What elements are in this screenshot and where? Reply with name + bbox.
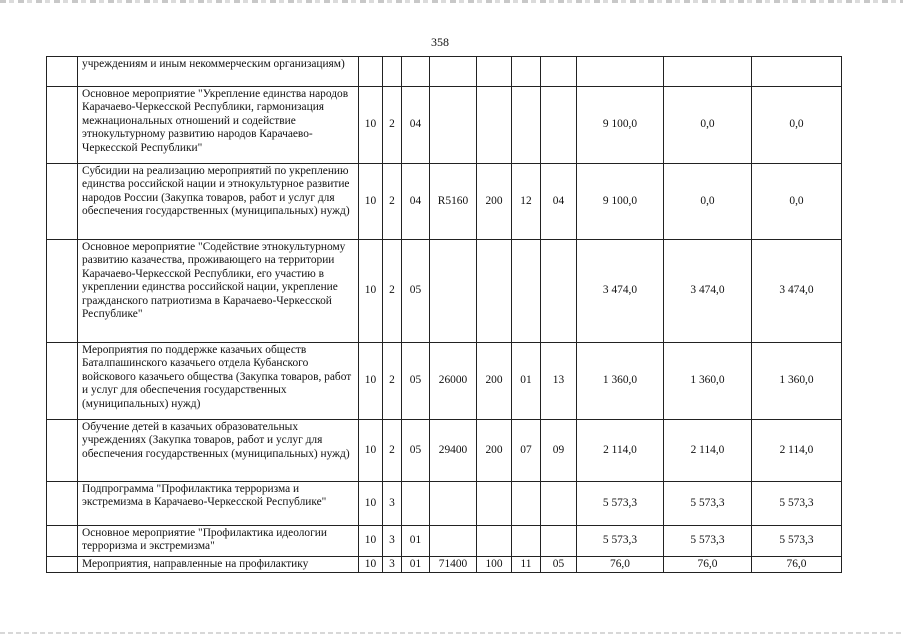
- expense-type-code-cell: [477, 87, 512, 164]
- subsection-code-cell: 2: [383, 164, 402, 240]
- target-code-cell: [430, 526, 477, 557]
- table-row: [47, 420, 842, 482]
- amount-year-1-cell: 1 360,0: [577, 343, 664, 420]
- table-row: [47, 557, 842, 573]
- item-name-cell: Мероприятия по поддержке казачьих обществ Баталпашинского казачьего отдела Кубанского войскового казачьего общества (Закупка товаров, работ и услуг для обеспечения государственных (муниципальных) нужд): [78, 343, 359, 420]
- chapter-code-cell: [512, 526, 541, 557]
- amount-year-3-cell: 5 573,3: [752, 526, 842, 557]
- table-row: [47, 164, 842, 240]
- subchapter-code-cell: 09: [541, 420, 577, 482]
- subchapter-code-cell: [541, 526, 577, 557]
- expense-type-code-cell: 200: [477, 343, 512, 420]
- main-event-code-cell: 01: [402, 526, 430, 557]
- section-code-cell: 10: [359, 164, 383, 240]
- row-number-cell: [47, 420, 78, 482]
- table-row: [47, 526, 842, 557]
- section-code-cell: [359, 57, 383, 87]
- section-code-cell: 10: [359, 557, 383, 573]
- row-number-cell: [47, 164, 78, 240]
- page-number: 358: [431, 35, 449, 49]
- table-row: [47, 343, 842, 420]
- expense-type-code-cell: [477, 526, 512, 557]
- amount-year-3-cell: 1 360,0: [752, 343, 842, 420]
- amount-year-3-cell: 3 474,0: [752, 240, 842, 343]
- item-name-cell: Мероприятия, направленные на профилактику: [78, 557, 359, 573]
- amount-year-2-cell: 0,0: [664, 87, 752, 164]
- subchapter-code-cell: [541, 482, 577, 526]
- amount-year-2-cell: 3 474,0: [664, 240, 752, 343]
- row-number-cell: [47, 526, 78, 557]
- item-name-cell: Подпрограмма "Профилактика терроризма и экстремизма в Карачаево-Черкесской Республике": [78, 482, 359, 526]
- chapter-code-cell: [512, 482, 541, 526]
- subchapter-code-cell: [541, 240, 577, 343]
- item-name-cell: Обучение детей в казачьих образовательных учреждениях (Закупка товаров, работ и услуг для обеспечения государственных (муниципальных) нужд): [78, 420, 359, 482]
- section-code-cell: 10: [359, 482, 383, 526]
- target-code-cell: [430, 87, 477, 164]
- amount-year-3-cell: 76,0: [752, 557, 842, 573]
- chapter-code-cell: 01: [512, 343, 541, 420]
- subsection-code-cell: 2: [383, 240, 402, 343]
- section-code-cell: 10: [359, 87, 383, 164]
- section-code-cell: 10: [359, 343, 383, 420]
- amount-year-1-cell: 5 573,3: [577, 482, 664, 526]
- scan-edge-bottom: [0, 632, 903, 634]
- table-row: [47, 240, 842, 343]
- subchapter-code-cell: 05: [541, 557, 577, 573]
- table-row: [47, 57, 842, 87]
- main-event-code-cell: 05: [402, 420, 430, 482]
- amount-year-3-cell: 2 114,0: [752, 420, 842, 482]
- subchapter-code-cell: [541, 57, 577, 87]
- main-event-code-cell: [402, 482, 430, 526]
- chapter-code-cell: 07: [512, 420, 541, 482]
- chapter-code-cell: 11: [512, 557, 541, 573]
- expense-type-code-cell: [477, 57, 512, 87]
- subsection-code-cell: 3: [383, 526, 402, 557]
- amount-year-1-cell: 3 474,0: [577, 240, 664, 343]
- subsection-code-cell: 2: [383, 343, 402, 420]
- amount-year-2-cell: 2 114,0: [664, 420, 752, 482]
- scan-edge-top: [0, 0, 903, 3]
- item-name-cell: Основное мероприятие "Укрепление единства народов Карачаево-Черкесской Республики, гармонизация межнациональных отношений и содействие этнокультурному развитию народов Карачаево-Черкесской Республики": [78, 87, 359, 164]
- amount-year-1-cell: 2 114,0: [577, 420, 664, 482]
- subsection-code-cell: 3: [383, 557, 402, 573]
- amount-year-3-cell: 5 573,3: [752, 482, 842, 526]
- row-number-cell: [47, 343, 78, 420]
- target-code-cell: 29400: [430, 420, 477, 482]
- expense-type-code-cell: [477, 482, 512, 526]
- target-code-cell: [430, 240, 477, 343]
- amount-year-2-cell: 5 573,3: [664, 482, 752, 526]
- main-event-code-cell: 04: [402, 164, 430, 240]
- section-code-cell: 10: [359, 420, 383, 482]
- main-event-code-cell: 05: [402, 240, 430, 343]
- amount-year-2-cell: 1 360,0: [664, 343, 752, 420]
- amount-year-2-cell: 76,0: [664, 557, 752, 573]
- target-code-cell: [430, 57, 477, 87]
- table-row: [47, 482, 842, 526]
- subsection-code-cell: 2: [383, 87, 402, 164]
- target-code-cell: 71400: [430, 557, 477, 573]
- amount-year-1-cell: 9 100,0: [577, 87, 664, 164]
- item-name-cell: учреждениям и иным некоммерческим организациям): [78, 57, 359, 87]
- row-number-cell: [47, 482, 78, 526]
- subsection-code-cell: 3: [383, 482, 402, 526]
- chapter-code-cell: [512, 87, 541, 164]
- subsection-code-cell: [383, 57, 402, 87]
- target-code-cell: [430, 482, 477, 526]
- target-code-cell: R5160: [430, 164, 477, 240]
- chapter-code-cell: 12: [512, 164, 541, 240]
- item-name-cell: Основное мероприятие "Профилактика идеологии терроризма и экстремизма": [78, 526, 359, 557]
- row-number-cell: [47, 557, 78, 573]
- subchapter-code-cell: 13: [541, 343, 577, 420]
- budget-table: [46, 56, 842, 573]
- amount-year-3-cell: [752, 57, 842, 87]
- amount-year-3-cell: 0,0: [752, 164, 842, 240]
- main-event-code-cell: 05: [402, 343, 430, 420]
- target-code-cell: 26000: [430, 343, 477, 420]
- main-event-code-cell: 01: [402, 557, 430, 573]
- item-name-cell: Основное мероприятие "Содействие этнокультурному развитию казачества, проживающего на территории Карачаево-Черкесской Республики, его участию в укреплении единства российской нации, укрепление гражданского патриотизма в Карачаево-Черкесской Республике": [78, 240, 359, 343]
- row-number-cell: [47, 240, 78, 343]
- amount-year-1-cell: 76,0: [577, 557, 664, 573]
- amount-year-1-cell: 5 573,3: [577, 526, 664, 557]
- chapter-code-cell: [512, 57, 541, 87]
- subsection-code-cell: 2: [383, 420, 402, 482]
- amount-year-2-cell: 5 573,3: [664, 526, 752, 557]
- expense-type-code-cell: 200: [477, 420, 512, 482]
- amount-year-1-cell: 9 100,0: [577, 164, 664, 240]
- expense-type-code-cell: 200: [477, 164, 512, 240]
- amount-year-2-cell: [664, 57, 752, 87]
- row-number-cell: [47, 57, 78, 87]
- main-event-code-cell: [402, 57, 430, 87]
- subchapter-code-cell: 04: [541, 164, 577, 240]
- subchapter-code-cell: [541, 87, 577, 164]
- expense-type-code-cell: [477, 240, 512, 343]
- table-row: [47, 87, 842, 164]
- section-code-cell: 10: [359, 526, 383, 557]
- chapter-code-cell: [512, 240, 541, 343]
- amount-year-3-cell: 0,0: [752, 87, 842, 164]
- section-code-cell: 10: [359, 240, 383, 343]
- expense-type-code-cell: 100: [477, 557, 512, 573]
- main-event-code-cell: 04: [402, 87, 430, 164]
- amount-year-1-cell: [577, 57, 664, 87]
- item-name-cell: Субсидии на реализацию мероприятий по укреплению единства российской нации и этнокультурное развитие народов России (Закупка товаров, работ и услуг для обеспечения государственных (муниципальных) нужд): [78, 164, 359, 240]
- row-number-cell: [47, 87, 78, 164]
- amount-year-2-cell: 0,0: [664, 164, 752, 240]
